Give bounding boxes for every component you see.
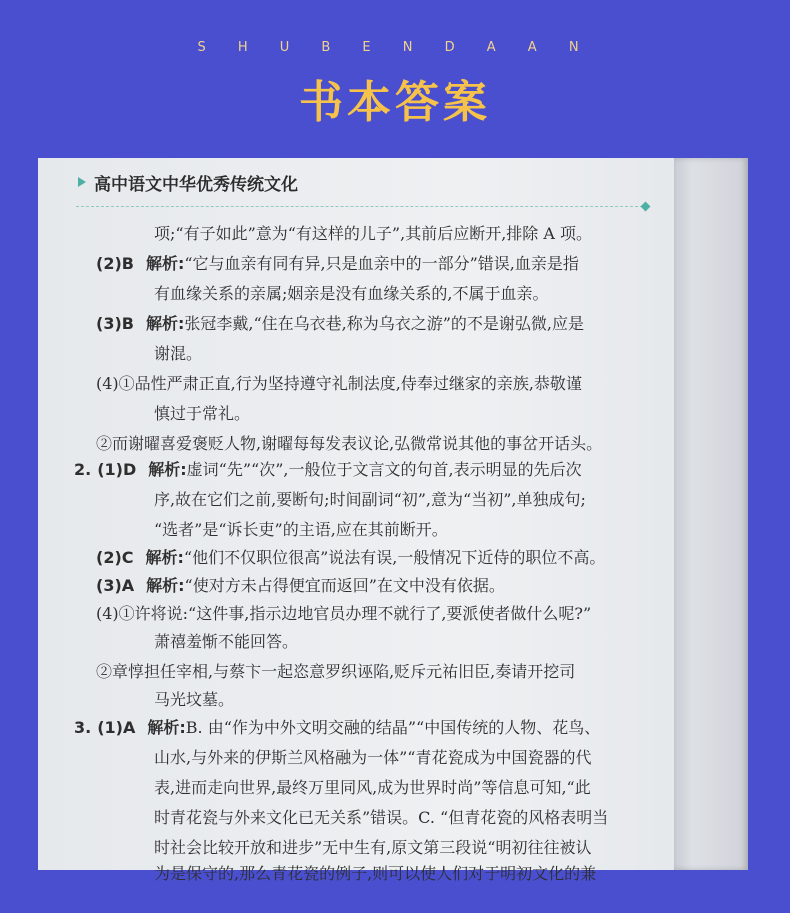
item-label: (3)B bbox=[96, 314, 134, 333]
book-spine bbox=[674, 158, 748, 870]
book-photo bbox=[38, 158, 748, 883]
answer-line bbox=[154, 490, 586, 510]
answer-line bbox=[74, 460, 582, 480]
analysis-label: 解析: bbox=[145, 254, 185, 273]
answer-line bbox=[154, 404, 250, 424]
question-number: 2. bbox=[74, 460, 92, 479]
answer-line bbox=[154, 344, 202, 364]
question-number: 3. bbox=[74, 718, 92, 737]
answer-text: “它与血亲有同有异,只是血亲中的一部分”错误,血亲是指 bbox=[184, 254, 579, 273]
answer-text: “选者”是“诉长吏”的主语,应在其前断开。 bbox=[154, 520, 448, 539]
analysis-label: 解析: bbox=[145, 548, 184, 567]
answer-text: 表,进而走向世界,最终万里同风,成为世界时尚”等信息可知,“此 bbox=[154, 778, 591, 797]
analysis-label: 解析: bbox=[148, 460, 187, 479]
answer-line bbox=[96, 548, 605, 568]
answer-text: B. 由“作为中外文明交融的结晶”“中国传统的人物、花鸟、 bbox=[185, 718, 601, 737]
answer-text: 为是保守的,那么青花瓷的例子,则可以使人们对于明初文化的兼 bbox=[154, 864, 597, 883]
answer-text: 慎过于常礼。 bbox=[154, 404, 251, 423]
answer-text: 时青花瓷与外来文化已无关系”错误。C. “但青花瓷的风格表明当 bbox=[154, 808, 609, 827]
answer-line bbox=[154, 748, 591, 768]
answer-text: “使对方未占得便宜而返回”在文中没有依据。 bbox=[184, 576, 505, 595]
answer-text: 马光坟墓。 bbox=[154, 690, 235, 709]
answer-line bbox=[96, 434, 602, 454]
answer-text: (4)①品性严肃正直,行为坚持遵守礼制法度,侍奉过继家的亲族,恭敬谨 bbox=[96, 374, 582, 393]
book-page bbox=[38, 158, 678, 883]
answer-text: 山水,与外来的伊斯兰风格融为一体”“青花瓷成为中国瓷器的代 bbox=[154, 748, 592, 767]
answer-text: 有血缘关系的亲属;姻亲是没有血缘关系的,不属于血亲。 bbox=[154, 284, 549, 303]
answer-text: 序,故在它们之前,要断句;时间副词“初”,意为“当初”,单独成句; bbox=[154, 490, 586, 509]
answer-line bbox=[154, 808, 608, 828]
item-label: (2)B bbox=[96, 254, 134, 273]
answer-line bbox=[154, 632, 298, 652]
answer-line bbox=[74, 718, 600, 738]
answer-line bbox=[154, 778, 591, 798]
answer-line bbox=[96, 374, 582, 394]
banner-subtitle: S H U B E N D A A N bbox=[197, 40, 593, 55]
answer-line bbox=[96, 254, 579, 274]
answer-line bbox=[154, 838, 591, 858]
page-header: 高中语文中华优秀传统文化 bbox=[94, 175, 298, 195]
answer-text: 谢混。 bbox=[154, 344, 203, 363]
answer-line bbox=[96, 314, 584, 334]
header-arrow-icon bbox=[78, 177, 86, 187]
answer-line bbox=[96, 662, 575, 682]
answer-text: 时社会比较开放和进步”无中生有,原文第三段说“明初往往被认 bbox=[154, 838, 592, 857]
item-label: (3)A bbox=[96, 576, 135, 595]
answer-text: 张冠李戴,“住在乌衣巷,称为乌衣之游”的不是谢弘微,应是 bbox=[184, 314, 584, 333]
analysis-label: 解析: bbox=[146, 576, 185, 595]
answer-text: 项;“有子如此”意为“有这样的儿子”,其前后应断开,排除 A 项。 bbox=[154, 224, 593, 243]
item-label: (1)A bbox=[97, 718, 136, 737]
item-label: (1)D bbox=[97, 460, 137, 479]
answer-text: 萧禧羞惭不能回答。 bbox=[154, 632, 299, 651]
analysis-label: 解析: bbox=[147, 718, 186, 737]
answer-line bbox=[154, 224, 592, 244]
answer-line bbox=[96, 576, 505, 596]
answer-line bbox=[154, 520, 448, 540]
answer-line bbox=[154, 864, 596, 884]
answer-text: ②章惇担任宰相,与蔡卞一起恣意罗织诬陷,贬斥元祐旧臣,奏请开挖司 bbox=[96, 662, 576, 681]
banner-title: 书本答案 bbox=[299, 77, 491, 128]
answer-line bbox=[96, 604, 591, 624]
header-diamond-icon bbox=[641, 202, 651, 212]
item-label: (2)C bbox=[96, 548, 134, 567]
answer-text: 虚词“先”“次”,一般位于文言文的句首,表示明显的先后次 bbox=[186, 460, 582, 479]
answer-text: (4)①许将说:“这件事,指示边地官员办理不就行了,要派使者做什么呢?” bbox=[96, 604, 592, 623]
header-divider bbox=[76, 206, 648, 208]
analysis-label: 解析: bbox=[145, 314, 185, 333]
answer-text: “他们不仅职位很高”说法有误,一般情况下近侍的职位不高。 bbox=[183, 548, 606, 567]
answer-line bbox=[154, 690, 234, 710]
answer-text: ②而谢曜喜爱褒贬人物,谢曜每每发表议论,弘微常说其他的事岔开话头。 bbox=[96, 434, 603, 453]
answer-line bbox=[154, 284, 548, 304]
